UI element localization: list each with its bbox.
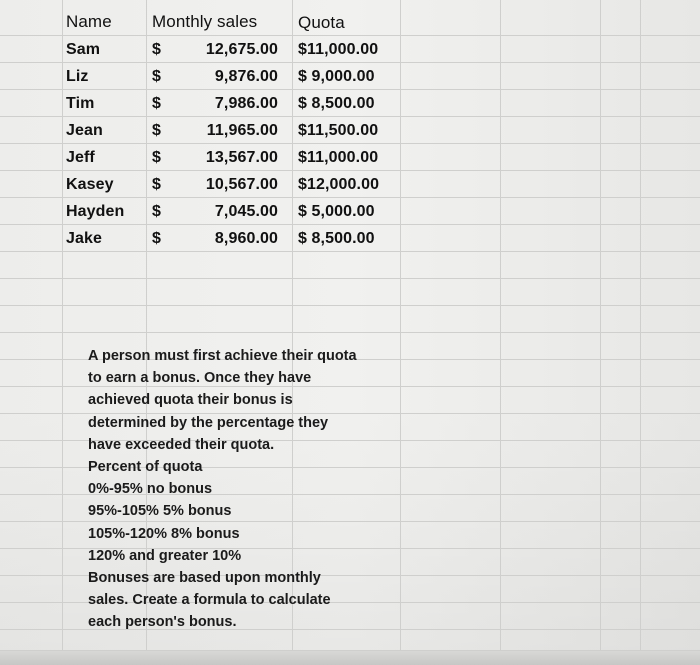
instruction-line: to earn a bonus. Once they have	[88, 370, 312, 387]
cell-name[interactable]: Tim	[66, 95, 95, 112]
cell-quota[interactable]: $12,000.00	[298, 176, 380, 193]
gridline-col	[600, 0, 601, 665]
gridline-row	[0, 62, 700, 63]
cell-currency[interactable]: $	[152, 122, 161, 139]
instruction-line: 105%-120% 8% bonus	[88, 525, 240, 542]
cell-quota[interactable]: $ 5,000.00	[298, 203, 375, 220]
instruction-line: 0%-95% no bonus	[88, 481, 213, 498]
gridline-row	[0, 143, 700, 144]
instruction-line: sales. Create a formula to calculate	[88, 592, 331, 609]
cell-currency[interactable]: $	[152, 41, 161, 58]
gridline-row	[0, 35, 700, 36]
cell-quota[interactable]: $11,000.00	[298, 41, 379, 58]
cell-name[interactable]: Jeff	[66, 149, 95, 166]
instruction-line: 120% and greater 10%	[88, 547, 242, 564]
gridline-col	[500, 0, 501, 665]
instruction-line: Bonuses are based upon monthly	[88, 570, 321, 587]
cell-quota[interactable]: $11,500.00	[298, 122, 379, 139]
cell-name[interactable]: Jake	[66, 230, 102, 247]
header-monthly-sales[interactable]: Monthly sales	[152, 12, 258, 31]
instruction-line: Percent of quota	[88, 459, 203, 476]
cell-monthly-sales[interactable]: 10,567.00	[205, 176, 278, 193]
cell-currency[interactable]: $	[152, 230, 161, 247]
gridline-row	[0, 89, 700, 90]
instruction-line: each person's bonus.	[88, 614, 237, 631]
gridline-row	[0, 224, 700, 225]
gridline-col	[640, 0, 641, 665]
instructions-text-box[interactable]	[88, 345, 408, 634]
cell-currency[interactable]: $	[152, 149, 161, 166]
cell-quota[interactable]: $ 9,000.00	[298, 68, 375, 85]
gridline-row	[0, 116, 700, 117]
cell-name[interactable]: Kasey	[66, 176, 114, 193]
cell-name[interactable]: Hayden	[66, 203, 125, 220]
gridline-row	[0, 197, 700, 198]
instruction-line: A person must first achieve their quota	[88, 348, 357, 364]
sheet-bottom-edge	[0, 651, 700, 665]
cell-monthly-sales[interactable]: 7,045.00	[214, 203, 278, 220]
cell-monthly-sales[interactable]: 11,965.00	[206, 122, 278, 139]
cell-name[interactable]: Jean	[66, 122, 103, 139]
cell-monthly-sales[interactable]: 12,675.00	[205, 41, 278, 58]
cell-monthly-sales[interactable]: 8,960.00	[214, 230, 278, 247]
gridline-row	[0, 251, 700, 252]
cell-quota[interactable]: $ 8,500.00	[298, 95, 375, 112]
cell-currency[interactable]: $	[152, 203, 161, 220]
header-name[interactable]: Name	[66, 12, 112, 31]
cell-name[interactable]: Liz	[66, 68, 89, 85]
cell-name[interactable]: Sam	[66, 41, 101, 58]
gridline-row	[0, 170, 700, 171]
cell-currency[interactable]: $	[152, 68, 161, 85]
cell-currency[interactable]: $	[152, 95, 161, 112]
cell-quota[interactable]: $11,000.00	[298, 149, 379, 166]
gridline-col	[62, 0, 63, 665]
instruction-line: determined by the percentage they	[88, 414, 329, 431]
instruction-line: achieved quota their bonus is	[88, 392, 293, 409]
gridline-row	[0, 278, 700, 279]
cell-monthly-sales[interactable]: 9,876.00	[214, 68, 278, 85]
cell-quota[interactable]: $ 8,500.00	[298, 230, 375, 247]
cell-monthly-sales[interactable]: 7,986.00	[214, 95, 278, 112]
instruction-line: 95%-105% 5% bonus	[88, 503, 232, 520]
instruction-line: have exceeded their quota.	[88, 436, 275, 453]
header-quota[interactable]: Quota	[298, 13, 345, 32]
cell-monthly-sales[interactable]: 13,567.00	[205, 149, 278, 166]
gridline-row	[0, 305, 700, 306]
cell-currency[interactable]: $	[152, 176, 161, 193]
gridline-row	[0, 332, 700, 333]
